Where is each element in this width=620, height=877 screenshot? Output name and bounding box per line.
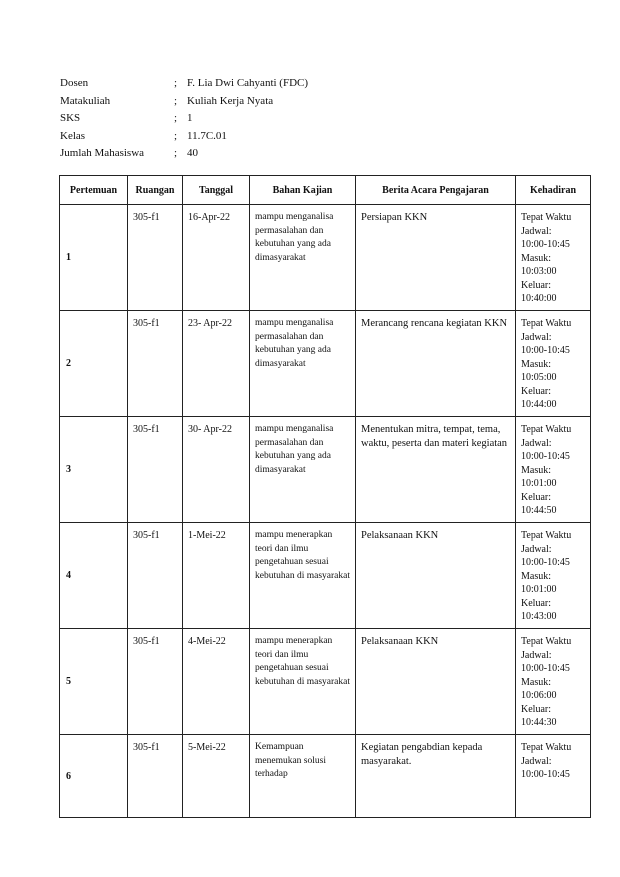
cell-kehadiran <box>516 205 591 311</box>
kehadiran-line: 10:01:00 <box>521 584 557 595</box>
info-label: SKS <box>60 112 81 125</box>
kehadiran-line: Tepat Waktu <box>521 530 572 541</box>
kehadiran-line: Masuk: <box>521 676 551 688</box>
cell-ruangan-text: 305-f1 <box>133 318 160 329</box>
cell-bahan-kajian <box>250 417 356 523</box>
table-row <box>60 629 591 735</box>
cell-berita-acara-text: Persiapan KKN <box>361 212 428 223</box>
header-ruangan: Ruangan <box>128 176 183 205</box>
cell-berita-acara <box>356 205 516 311</box>
cell-berita-acara-text: Kegiatan pengabdian kepada masyarakat. <box>361 742 483 767</box>
kehadiran-line: Jadwal: <box>521 225 552 237</box>
cell-kehadiran <box>516 311 591 417</box>
table-row <box>60 311 591 417</box>
cell-ruangan-text: 305-f1 <box>133 424 160 435</box>
cell-tanggal-text: 23- Apr-22 <box>188 318 232 329</box>
info-sep: ; <box>174 129 178 142</box>
cell-ruangan <box>128 629 183 735</box>
table-row <box>60 205 591 311</box>
table-row <box>60 735 591 818</box>
kehadiran-line: Masuk: <box>521 570 551 582</box>
cell-tanggal-text: 5-Mei-22 <box>188 742 226 753</box>
cell-berita-acara-text: Pelaksanaan KKN <box>361 530 439 541</box>
cell-ruangan <box>128 205 183 311</box>
info-label: Dosen <box>60 77 89 89</box>
cell-pertemuan: 4 <box>60 523 128 629</box>
info-value: 40 <box>187 147 198 160</box>
info-row <box>60 128 308 146</box>
cell-tanggal-text: 16-Apr-22 <box>188 212 231 223</box>
table-row <box>60 523 591 629</box>
cell-pertemuan: 3 <box>60 417 128 523</box>
info-label: Kelas <box>60 129 86 142</box>
kehadiran-line: Keluar: <box>521 279 551 291</box>
kehadiran-line: 10:44:30 <box>521 717 557 728</box>
info-value: 11.7C.01 <box>187 129 227 142</box>
cell-tanggal-text: 4-Mei-22 <box>188 636 226 647</box>
info-sep: ; <box>174 77 178 89</box>
header-pertemuan: Pertemuan <box>60 176 128 205</box>
kehadiran-line: 10:40:00 <box>521 293 557 304</box>
cell-kehadiran <box>516 629 591 735</box>
cell-bahan-kajian-text: mampu menerapkan teori dan ilmu pengetahuan sesuai kebutuhan di masyarakat <box>255 530 350 581</box>
cell-bahan-kajian-text: mampu menganalisa permasalahan dan kebutuhan yang ada dimasyarakat <box>255 424 334 475</box>
cell-tanggal <box>183 311 250 417</box>
cell-berita-acara-text: Menentukan mitra, tempat, tema, waktu, peserta dan materi kegiatan <box>361 424 508 449</box>
kehadiran-line: Tepat Waktu <box>521 318 572 329</box>
cell-bahan-kajian <box>250 205 356 311</box>
kehadiran-line: 10:44:00 <box>521 399 557 410</box>
header-tanggal: Tanggal <box>183 176 250 205</box>
kehadiran-line: 10:05:00 <box>521 372 557 383</box>
cell-bahan-kajian-text: Kemampuan menemukan solusi terhadap <box>255 742 326 779</box>
kehadiran-line: 10:00-10:45 <box>521 663 570 674</box>
cell-pertemuan: 1 <box>60 205 128 311</box>
cell-pertemuan: 5 <box>60 629 128 735</box>
info-row <box>60 93 308 111</box>
kehadiran-line: 10:00-10:45 <box>521 769 570 780</box>
info-label: Matakuliah <box>60 94 111 107</box>
cell-bahan-kajian <box>250 523 356 629</box>
cell-tanggal <box>183 523 250 629</box>
info-row <box>60 110 308 128</box>
cell-kehadiran <box>516 417 591 523</box>
cell-bahan-kajian <box>250 629 356 735</box>
cell-ruangan-text: 305-f1 <box>133 636 160 647</box>
course-info <box>60 75 308 163</box>
kehadiran-line: 10:43:00 <box>521 611 557 622</box>
kehadiran-line: Keluar: <box>521 491 551 503</box>
info-label: Jumlah Mahasiswa <box>60 147 145 160</box>
cell-ruangan <box>128 311 183 417</box>
header-bahan-kajian: Bahan Kajian <box>250 176 356 205</box>
cell-berita-acara <box>356 417 516 523</box>
info-value: Kuliah Kerja Nyata <box>187 94 274 107</box>
cell-tanggal <box>183 417 250 523</box>
cell-ruangan <box>128 417 183 523</box>
cell-tanggal-text: 30- Apr-22 <box>188 424 232 435</box>
kehadiran-line: 10:03:00 <box>521 266 557 277</box>
kehadiran-line: 10:00-10:45 <box>521 345 570 356</box>
cell-kehadiran <box>516 523 591 629</box>
kehadiran-line: Tepat Waktu <box>521 636 572 647</box>
kehadiran-line: Keluar: <box>521 703 551 715</box>
cell-ruangan <box>128 523 183 629</box>
cell-bahan-kajian-text: mampu menerapkan teori dan ilmu pengetahuan sesuai kebutuhan di masyarakat <box>255 636 350 687</box>
cell-ruangan-text: 305-f1 <box>133 212 160 223</box>
attendance-table <box>59 175 591 818</box>
info-value: F. Lia Dwi Cahyanti (FDC) <box>187 77 309 89</box>
cell-berita-acara <box>356 735 516 818</box>
cell-tanggal <box>183 735 250 818</box>
info-sep: ; <box>174 94 178 107</box>
header-kehadiran: Kehadiran <box>516 176 591 205</box>
cell-kehadiran <box>516 735 591 818</box>
cell-pertemuan: 6 <box>60 735 128 818</box>
cell-bahan-kajian <box>250 311 356 417</box>
kehadiran-line: Masuk: <box>521 252 551 264</box>
kehadiran-line: Tepat Waktu <box>521 212 572 223</box>
cell-pertemuan: 2 <box>60 311 128 417</box>
cell-tanggal <box>183 629 250 735</box>
cell-bahan-kajian-text: mampu menganalisa permasalahan dan kebutuhan yang ada dimasyarakat <box>255 318 334 369</box>
kehadiran-line: Tepat Waktu <box>521 424 572 435</box>
kehadiran-line: Tepat Waktu <box>521 742 572 753</box>
kehadiran-line: Keluar: <box>521 385 551 397</box>
kehadiran-line: 10:00-10:45 <box>521 239 570 250</box>
table-row <box>60 417 591 523</box>
kehadiran-line: Jadwal: <box>521 755 552 767</box>
kehadiran-line: 10:06:00 <box>521 690 557 701</box>
kehadiran-line: Keluar: <box>521 597 551 609</box>
kehadiran-line: 10:00-10:45 <box>521 451 570 462</box>
cell-berita-acara <box>356 629 516 735</box>
header-berita-acara: Berita Acara Pengajaran <box>356 176 516 205</box>
kehadiran-line: 10:01:00 <box>521 478 557 489</box>
cell-berita-acara <box>356 523 516 629</box>
info-sep: ; <box>174 147 178 160</box>
cell-bahan-kajian <box>250 735 356 818</box>
table-header-row <box>60 176 591 205</box>
info-value: 1 <box>187 112 193 125</box>
kehadiran-line: Jadwal: <box>521 543 552 555</box>
cell-bahan-kajian-text: mampu menganalisa permasalahan dan kebutuhan yang ada dimasyarakat <box>255 212 334 263</box>
kehadiran-line: Masuk: <box>521 464 551 476</box>
cell-berita-acara-text: Merancang rencana kegiatan KKN <box>361 318 508 329</box>
kehadiran-line: Jadwal: <box>521 437 552 449</box>
cell-berita-acara <box>356 311 516 417</box>
kehadiran-line: 10:44:50 <box>521 505 557 516</box>
cell-tanggal-text: 1-Mei-22 <box>188 530 226 541</box>
kehadiran-line: Jadwal: <box>521 331 552 343</box>
info-row <box>60 145 308 163</box>
kehadiran-line: Masuk: <box>521 358 551 370</box>
cell-ruangan-text: 305-f1 <box>133 742 160 753</box>
kehadiran-line: Jadwal: <box>521 649 552 661</box>
cell-ruangan-text: 305-f1 <box>133 530 160 541</box>
cell-tanggal <box>183 205 250 311</box>
kehadiran-line: 10:00-10:45 <box>521 557 570 568</box>
cell-ruangan <box>128 735 183 818</box>
cell-berita-acara-text: Pelaksanaan KKN <box>361 636 439 647</box>
info-row <box>60 75 308 93</box>
info-sep: ; <box>174 112 178 125</box>
